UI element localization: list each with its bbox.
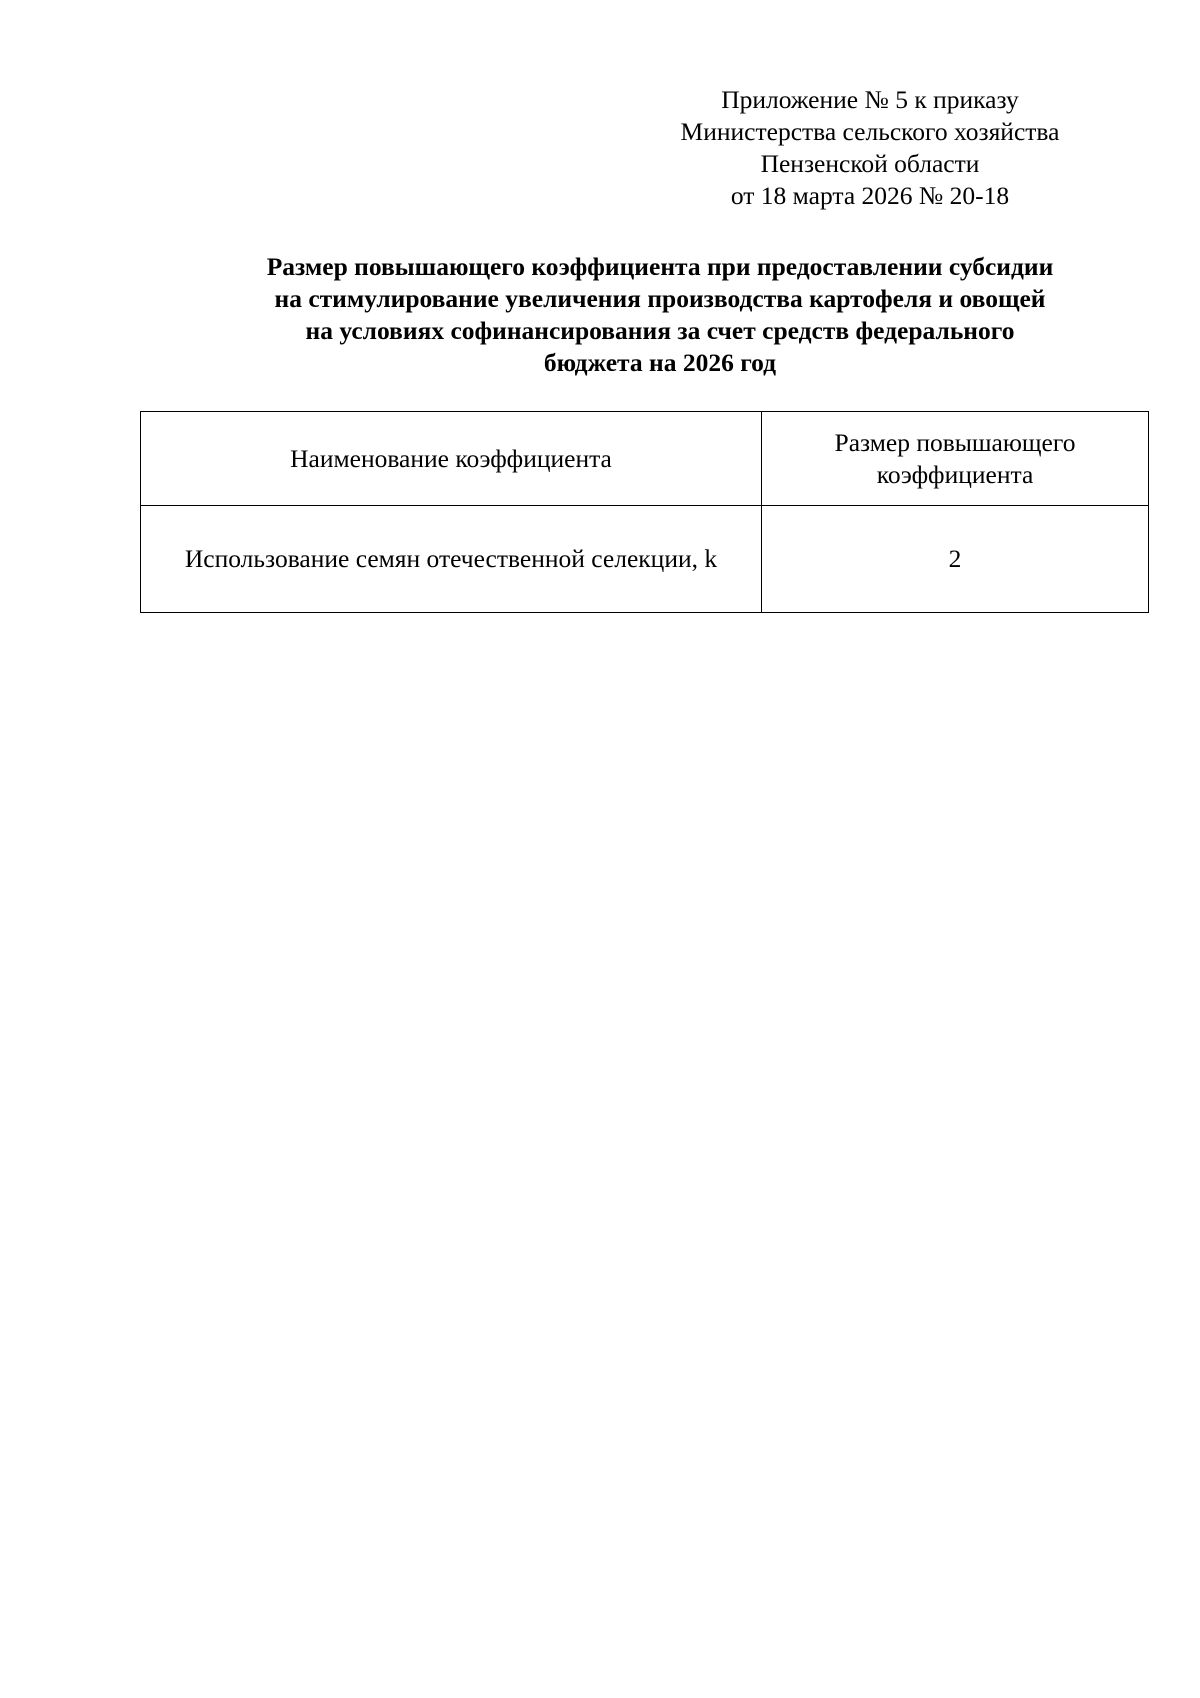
document-title <box>140 251 1180 379</box>
appendix-line-3: Пензенской области <box>760 149 980 178</box>
header-coefficient-name: Наименование коэффициента <box>141 412 762 506</box>
title-line-2: на стимулирование увеличения производства картофеля и овощей <box>274 284 1046 313</box>
coefficient-table <box>140 411 1149 613</box>
title-line-1: Размер повышающего коэффициента при предоставлении субсидии <box>266 252 1054 281</box>
appendix-line-4: от 18 марта 2026 № 20-18 <box>730 181 1010 210</box>
coefficient-name-cell: Использование семян отечественной селекции, k <box>141 506 762 613</box>
header-coefficient-size: Размер повышающего коэффициента <box>762 412 1149 506</box>
table-row <box>141 506 1149 613</box>
appendix-line-1: Приложение № 5 к приказу <box>721 85 1019 114</box>
appendix-line-2: Министерства сельского хозяйства <box>680 117 1060 146</box>
coefficient-value-cell: 2 <box>762 506 1149 613</box>
appendix-block <box>600 84 1140 212</box>
title-line-3: на условиях софинансирования за счет средств федерального <box>305 316 1015 345</box>
title-line-4: бюджета на 2026 год <box>543 348 777 377</box>
table-header-row <box>141 412 1149 506</box>
